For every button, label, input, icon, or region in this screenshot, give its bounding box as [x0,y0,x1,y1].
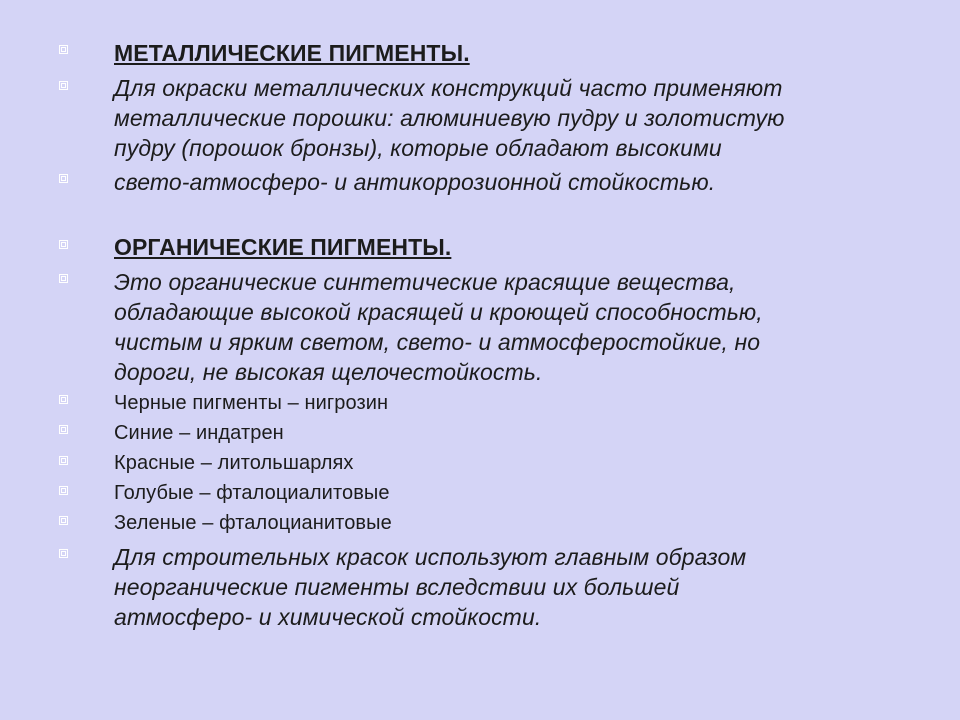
square-bullet-icon [59,486,68,495]
square-bullet-icon [59,549,68,558]
square-bullet-icon [59,274,68,283]
square-bullet-icon [59,516,68,525]
square-bullet-icon [59,174,68,183]
square-bullet-icon [59,395,68,404]
text-line: свето-атмосферо- и антикоррозионной стойкостью. [114,169,716,195]
text-line: Это органические синтетические красящие вещества, [114,269,736,295]
square-bullet-icon [59,240,68,249]
metallic-pigments-description [114,73,904,163]
text-line: Красные – литольшарлях [114,452,354,474]
black-pigments-item [114,390,904,416]
organic-pigments-heading [114,232,904,262]
text-line: чистым и ярким светом, свето- и атмосферостойкие, но [114,329,761,355]
metallic-pigments-resistance [114,167,904,197]
construction-paints-note [114,542,904,632]
square-bullet-icon [59,45,68,54]
square-bullet-icon [59,425,68,434]
text-line: Черные пигменты – нигрозин [114,392,389,414]
text-line: атмосферо- и химической стойкости. [114,604,542,630]
text-line: дороги, не высокая щелочестойкость. [114,359,543,385]
text-line: металлические порошки: алюминиевую пудру и золотистую [114,105,785,131]
text-line: обладающие высокой красящей и кроющей способностью, [114,299,763,325]
text-line: Для строительных красок используют главным образом [114,544,747,570]
text-line: Голубые – фталоциалитовые [114,482,390,504]
blue-pigments-item [114,420,904,446]
text-line: пудру (порошок бронзы), которые обладают высокими [114,135,722,161]
red-pigments-item [114,450,904,476]
green-pigments-item [114,510,904,536]
square-bullet-icon [59,81,68,90]
text-line: Зеленые – фталоцианитовые [114,512,392,534]
text-line: МЕТАЛЛИЧЕСКИЕ ПИГМЕНТЫ. [114,40,470,66]
text-line: ОРГАНИЧЕСКИЕ ПИГМЕНТЫ. [114,234,452,260]
light-blue-pigments-item [114,480,904,506]
metallic-pigments-heading [114,38,904,68]
text-line: Синие – индатрен [114,422,284,444]
text-line: Для окраски металлических конструкций часто применяют [114,75,783,101]
square-bullet-icon [59,456,68,465]
text-line: неорганические пигменты вследствии их большей [114,574,680,600]
organic-pigments-description [114,267,904,387]
